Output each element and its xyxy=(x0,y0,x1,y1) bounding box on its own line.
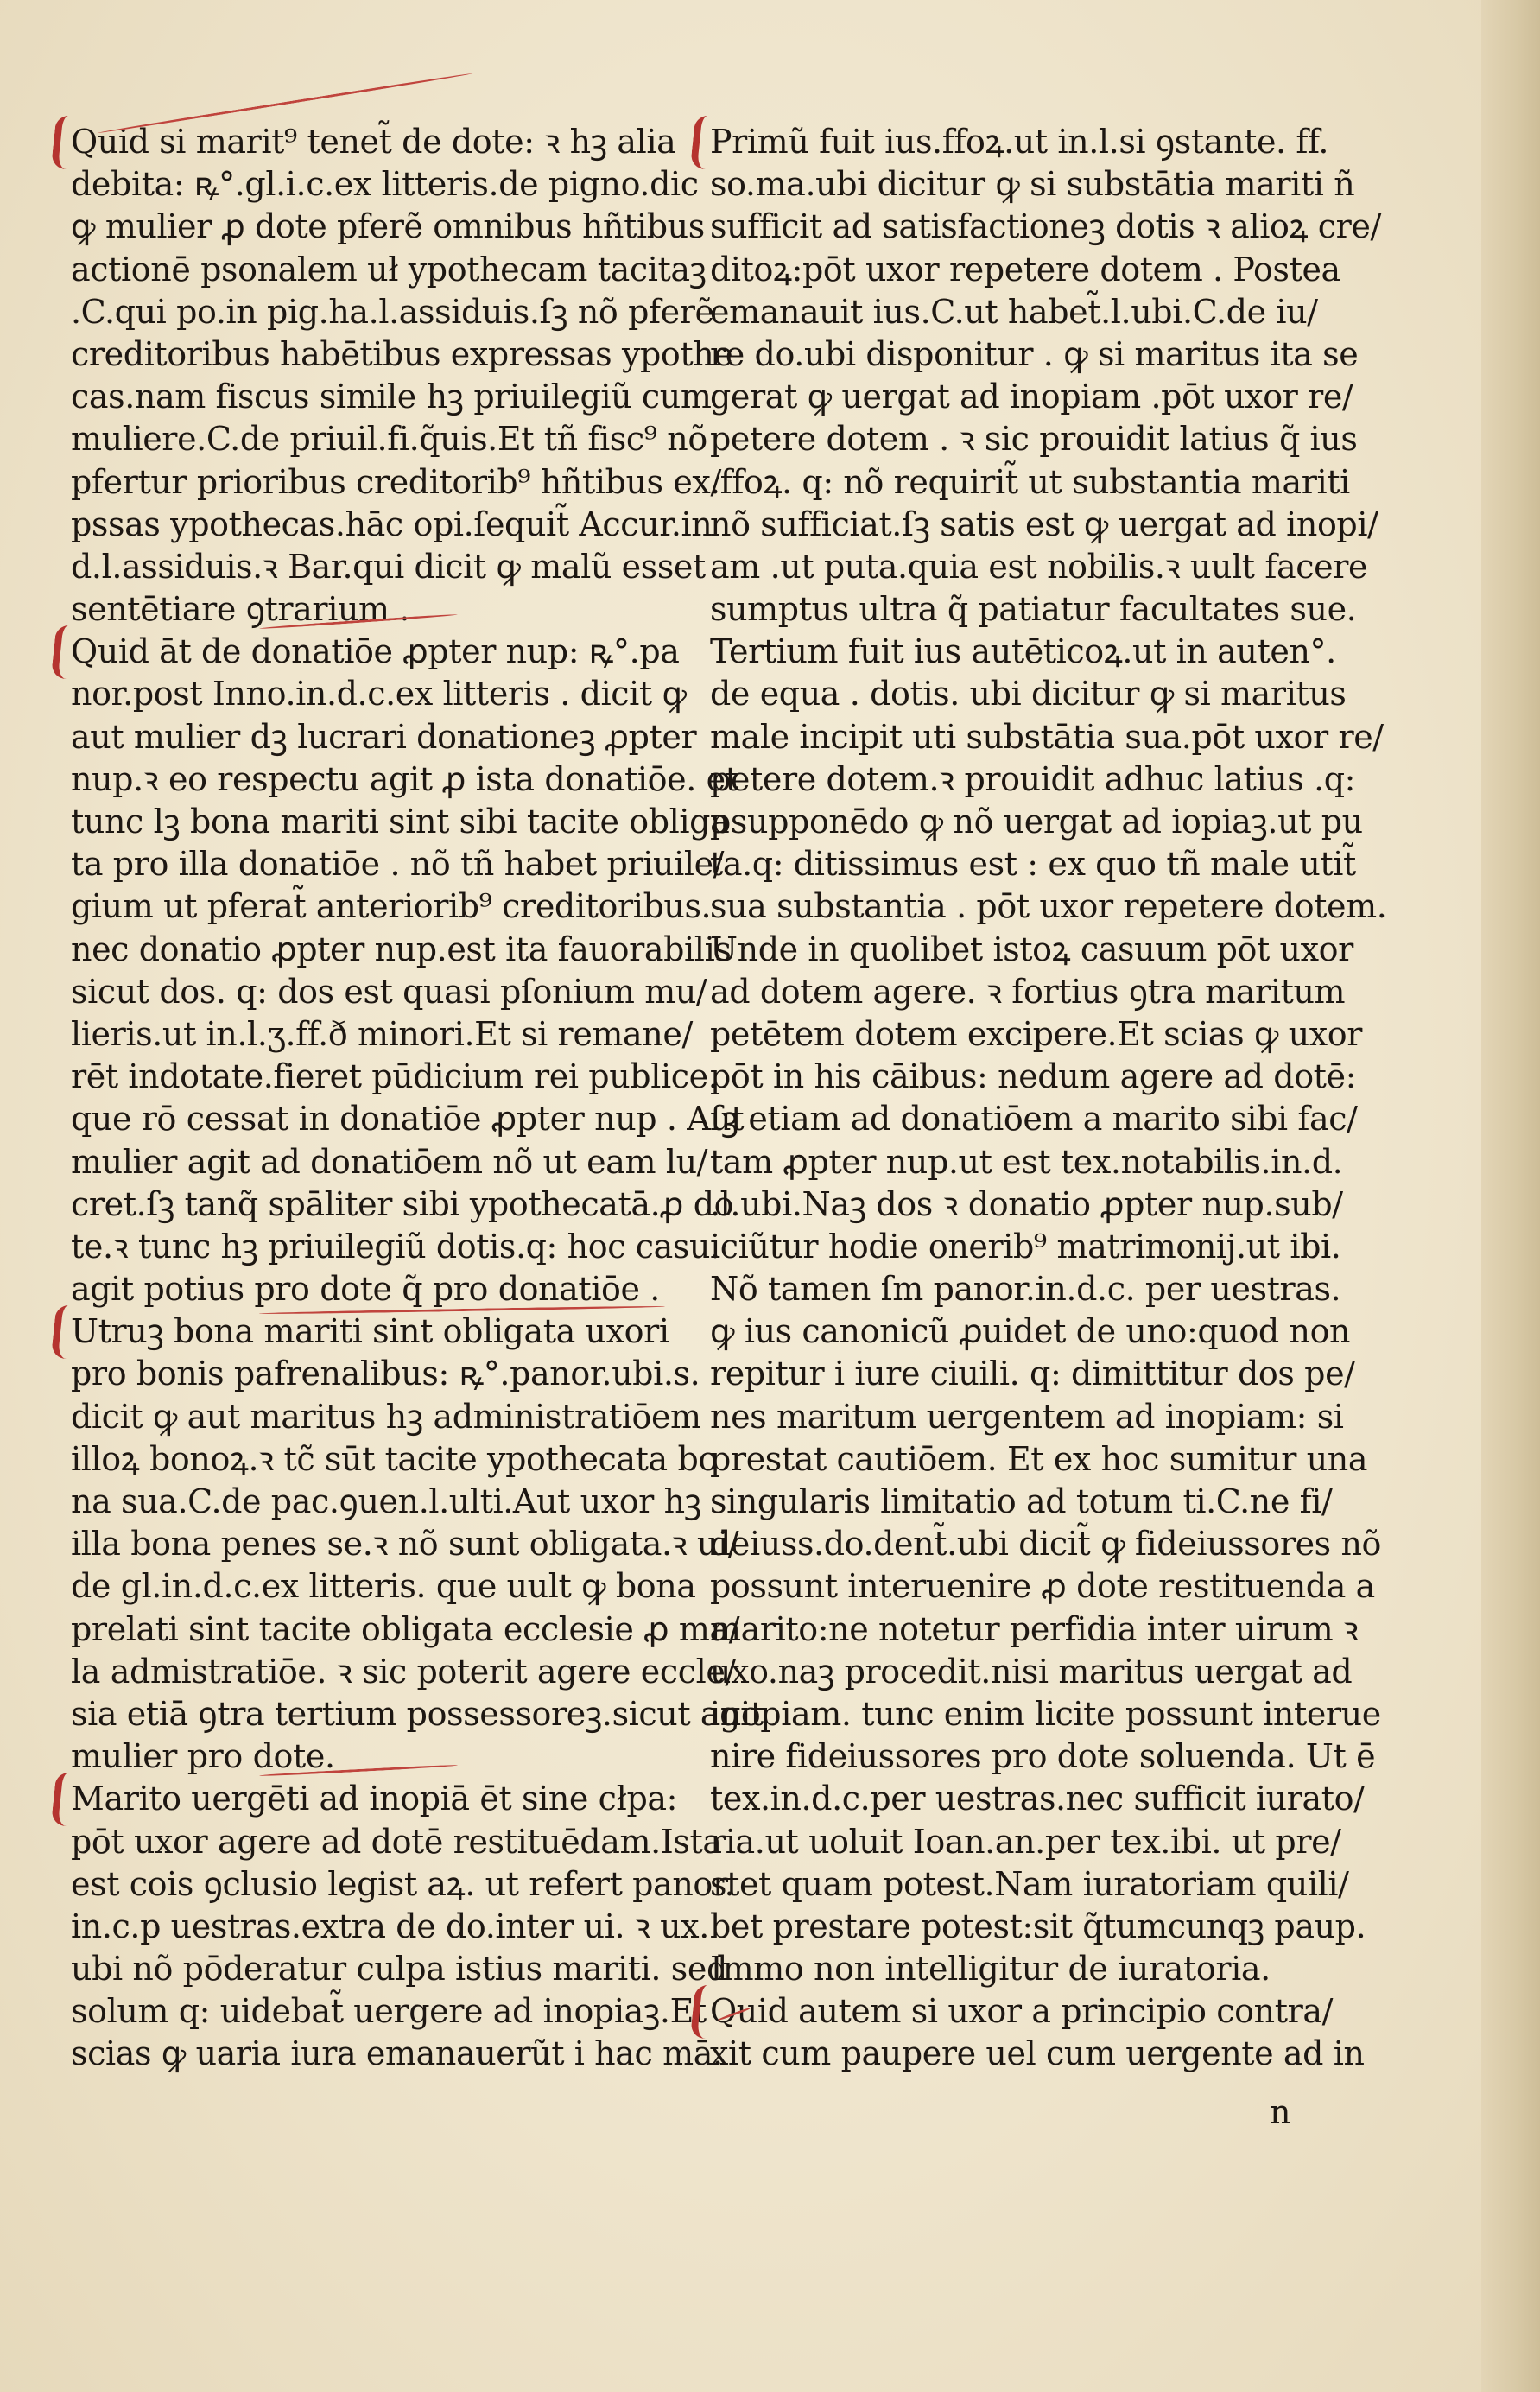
text-line: petere dotem . ꝛ sic prouidit latius q̃ ius xyxy=(710,420,1358,459)
text-line: repitur i iure ciuili. q: dimittitur dos pe/ xyxy=(710,1355,1355,1393)
text-line: deiuss.do.dent̃.ubi dicit̃ ꝙ fideiussores nõ xyxy=(710,1525,1382,1564)
text-line: Unde in quolibet istoꝝ casuum pōt uxor xyxy=(710,930,1353,968)
text-line: .C.qui po.in pig.ha.l.assiduis.ſꝫ nõ pferẽ xyxy=(71,292,714,331)
text-line: possunt interuenire ꝓ dote restituenda a xyxy=(710,1567,1375,1606)
text-line: ꝙ ius canonicũ ꝓuidet de uno:quod non xyxy=(710,1312,1351,1351)
text-line: solum q: uidebat̃ uergere ad inopiaꝫ.Et xyxy=(71,1992,707,2031)
text-line: debita: ꝶ°.gl.i.c.ex litteris.de pigno.dic xyxy=(71,165,699,204)
text-line: rēt indotate.fieret pūdicium rei publice. xyxy=(71,1057,719,1096)
text-line: agit potius pro dote q̃ pro donatiōe . xyxy=(71,1270,660,1309)
text-line: la admistratiōe. ꝛ sic poterit agere eccle/ xyxy=(71,1652,736,1691)
text-line: na sua.C.de pac.ꝯuen.l.ulti.Aut uxor hꝫ xyxy=(71,1482,701,1520)
text-line: nup.ꝛ eo respectu agit ꝓ ista donatiōe. et xyxy=(71,759,738,798)
paragraph xyxy=(71,121,733,631)
text-line: ſꝫ etiam ad donatiōem a marito sibi fac/ xyxy=(710,1100,1358,1139)
text-line: mulier agit ad donatiōem nõ ut eam lu/ xyxy=(71,1142,708,1181)
text-line: prelati sint tacite obligata ecclesie ꝓ ma/ xyxy=(71,1609,740,1648)
text-line: .ffoꝝ. q: nõ requirit̃ ut substantia mariti xyxy=(710,462,1350,501)
text-line: cret.ſꝫ tanq̃ spāliter sibi ypothecatā.ꝓ do xyxy=(71,1184,734,1223)
rubricated-initial-mark xyxy=(690,1985,726,2039)
text-line: sicut dos. q: dos est quasi pſonium mu/ xyxy=(71,972,707,1011)
text-line: illa bona penes se.ꝛ nõ sunt obligata.ꝛ ui/ xyxy=(71,1525,739,1564)
text-line: ubi nõ pōderatur culpa istius mariti. sed xyxy=(71,1950,727,1989)
text-line: Quid āt de donatiōe ꝓpter nup: ꝶ°.pa xyxy=(71,632,680,671)
text-line: stet quam potest.Nam iuratoriam quili/ xyxy=(710,1864,1349,1903)
text-line: illoꝝ bonoꝝ.ꝛ tc̃ sūt tacite ypothecata bo xyxy=(71,1439,718,1478)
text-line: dicit ꝙ aut maritus hꝫ administratiōem xyxy=(71,1397,701,1436)
text-line: cas.nam fiscus simile hꝫ priuilegiũ cum xyxy=(71,378,712,416)
rubricated-initial-mark xyxy=(690,116,726,169)
rubricated-initial-mark xyxy=(51,1773,86,1826)
text-line: est cois ꝯclusio legist aꝝ. ut refert panor. xyxy=(71,1864,735,1903)
text-line: gium ut pferat̃ anteriorib⁹ creditoribus. xyxy=(71,887,712,926)
text-line: marito:ne notetur perfidia inter uirum ꝛ xyxy=(710,1609,1359,1648)
text-line: ta pro illa donatiōe . nõ tñ habet priuile/ xyxy=(71,845,725,884)
text-line: iciũtur hodie onerib⁹ matrimonij.ut ibi. xyxy=(710,1227,1341,1266)
text-line: male incipit uti substātia sua.pōt uxor re/ xyxy=(710,717,1384,756)
text-line: singularis limitatio ad totum ti.C.ne fi/ xyxy=(710,1482,1333,1520)
text-line: sentētiare ꝯtrarium . xyxy=(71,590,410,629)
text-line: uxo.naꝫ procedit.nisi maritus uergat ad xyxy=(710,1652,1353,1691)
text-line: Quid si marit⁹ tenet̃ de dote: ꝛ hꝫ alia xyxy=(71,123,676,161)
text-line: ꝙ mulier ꝓ dote pferẽ omnibus hñtibus xyxy=(71,207,705,246)
rubricated-initial-mark xyxy=(51,1305,86,1359)
text-line: lieris.ut in.l.ʒ.ff.ð minori.Et si remane/ xyxy=(71,1014,693,1053)
text-line: sua substantia . pōt uxor repetere dotem. xyxy=(710,887,1387,926)
text-line: ria.ut uoluit Ioan.an.per tex.ibi. ut pre/ xyxy=(710,1822,1341,1861)
left-column xyxy=(71,121,764,2076)
text-line: pfertur prioribus creditorib⁹ hñtibus ex/ xyxy=(71,462,721,501)
text-line: petētem dotem excipere.Et scias ꝙ uxor xyxy=(710,1014,1363,1053)
text-line: te.ꝛ tunc hꝫ priuilegiũ dotis.q: hoc casu. xyxy=(71,1227,720,1266)
text-line: pssas ypothecas.hāc opi.ſequit̃ Accur.in xyxy=(71,504,713,543)
text-line: actionē psonalem uł ypothecam tacitaꝫ xyxy=(71,250,707,289)
text-line: inopiam. tunc enim licite possunt interue xyxy=(710,1694,1381,1733)
text-line: tam ꝓpter nup.ut est tex.notabilis.in.d. xyxy=(710,1142,1343,1181)
text-line: psupponēdo ꝙ nõ uergat ad iopiaꝫ.ut pu xyxy=(710,803,1363,841)
text-line: de equa . dotis. ubi dicitur ꝙ si maritus xyxy=(710,675,1347,714)
paragraph xyxy=(71,1778,735,2075)
text-line: mulier pro dote. xyxy=(71,1737,335,1776)
text-line: emanauit ius.C.ut habet̃.l.ubi.C.de iu/ xyxy=(710,292,1318,331)
adjacent-page-edge xyxy=(1481,0,1540,2392)
text-line: bet prestare potest:sit q̃tumcunqꝫ paup. xyxy=(710,1907,1366,1945)
text-line: Marito uergēti ad inopiā ēt sine cłpa: xyxy=(71,1780,678,1818)
signature-mark: n xyxy=(1270,2093,1291,2131)
text-line: ta.q: ditissimus est : ex quo tñ male utit̃ xyxy=(710,845,1356,884)
text-line: ditoꝝ:pōt uxor repetere dotem . Postea xyxy=(710,250,1340,289)
text-line: gerat ꝙ uergat ad inopiam .pōt uxor re/ xyxy=(710,378,1353,416)
text-line: nes maritum uergentem ad inopiam: si xyxy=(710,1397,1344,1436)
text-line: nec donatio ꝓpter nup.est ita fauorabilis xyxy=(71,930,732,968)
text-line: muliere.C.de priuil.fi.q̃uis.Et tñ fisc⁹ nõ xyxy=(71,420,707,459)
text-line: creditoribus habētibus expressas ypothe xyxy=(71,334,733,373)
text-line: re do.ubi disponitur . ꝙ si maritus ita se xyxy=(710,334,1359,373)
text-line: in.c.p uestras.extra de do.inter ui. ꝛ ux. xyxy=(71,1907,709,1945)
paragraph xyxy=(710,1990,1366,2075)
rubricated-initial-mark xyxy=(51,116,86,169)
right-column xyxy=(710,121,1387,2076)
text-line: de gl.in.d.c.ex litteris. que uult ꝙ bona xyxy=(71,1567,696,1606)
rubricated-initial-mark xyxy=(51,625,86,679)
text-line: Quid autem si uxor a principio contra/ xyxy=(710,1992,1333,2031)
text-line: sumptus ultra q̃ patiatur facultates sue. xyxy=(710,590,1357,629)
text-line: tex.in.d.c.per uestras.nec sufficit iurato/ xyxy=(710,1780,1365,1818)
text-line: Utruꝫ bona mariti sint obligata uxori xyxy=(71,1312,669,1351)
text-line: scias ꝙ uaria iura emanauerũt i hac mā. xyxy=(71,2034,723,2073)
text-line: aut mulier dꝫ lucrari donationeꝫ ꝓpter xyxy=(71,717,697,756)
text-line: pro bonis pafrenalibus: ꝶ°.panor.ubi.s. xyxy=(71,1355,700,1393)
text-line: sia etiā ꝯtra tertium possessoreꝫ.sicut agit xyxy=(71,1694,764,1733)
text-line: pōt in his cāibus: nedum agere ad dotē: xyxy=(710,1057,1357,1096)
text-line: am .ut puta.quia est nobilis.ꝛ uult facere xyxy=(710,547,1368,586)
text-line: d.l.assiduis.ꝛ Bar.qui dicit ꝙ malũ esset xyxy=(71,547,706,586)
paragraph xyxy=(71,631,745,1310)
text-line: Nõ tamen ſm panor.in.d.c. per uestras. xyxy=(710,1270,1341,1309)
text-line: sufficit ad satisfactioneꝫ dotis ꝛ alioꝝ cre/ xyxy=(710,207,1381,246)
text-line: nõ sufficiat.ſꝫ satis est ꝙ uergat ad inopi/ xyxy=(710,504,1378,543)
text-line: que rō cessat in donatiōe ꝓpter nup . Aut xyxy=(71,1100,745,1139)
text-line: .l.ubi.Naꝫ dos ꝛ donatio ꝓpter nup.sub/ xyxy=(710,1184,1343,1223)
text-line: petere dotem.ꝛ prouidit adhuc latius .q: xyxy=(710,759,1356,798)
text-line: nor.post Inno.in.d.c.ex litteris . dicit ꝙ xyxy=(71,675,687,714)
text-line: Primũ fuit ius.ffoꝝ.ut in.l.si ꝯstante. ff. xyxy=(710,123,1329,161)
paragraph xyxy=(71,1310,764,1778)
text-line: tunc lꝫ bona mariti sint sibi tacite obliga xyxy=(71,803,730,841)
text-line: so.ma.ubi dicitur ꝙ si substātia mariti ñ xyxy=(710,165,1355,204)
text-line: pōt uxor agere ad dotē restituēdam.Ista xyxy=(71,1822,722,1861)
paragraph xyxy=(710,121,1387,1990)
text-line: prestat cautiōem. Et ex hoc sumitur una xyxy=(710,1439,1368,1478)
text-line: Tertium fuit ius autēticoꝝ.ut in auten°. xyxy=(710,632,1336,671)
text-line: nire fideiussores pro dote soluenda. Ut ē xyxy=(710,1737,1376,1776)
text-line: xit cum paupere uel cum uergente ad in xyxy=(710,2034,1365,2073)
text-line: Immo non intelligitur de iuratoria. xyxy=(710,1950,1271,1989)
text-line: ad dotem agere. ꝛ fortius ꝯtra maritum xyxy=(710,972,1346,1011)
